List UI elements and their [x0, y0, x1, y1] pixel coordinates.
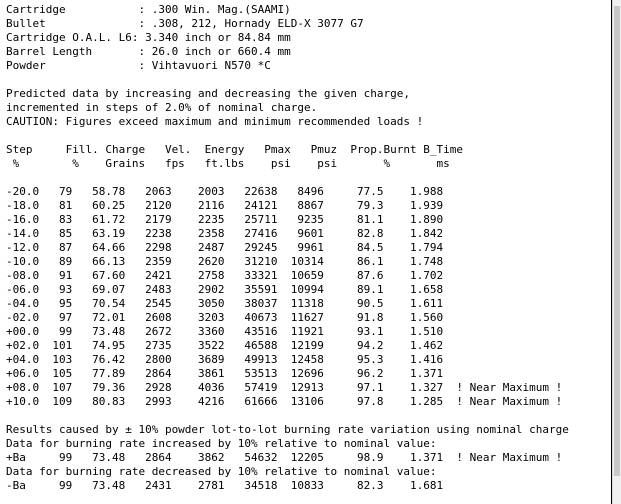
blank-line: [6, 171, 612, 185]
table-row: -16.0 83 61.72 2179 2235 25711 9235 81.1 1.890: [6, 213, 444, 226]
table-row: +10.0 109 80.83 2993 4216 61666 13106 97.8 1.285 ! Near Maximum !: [6, 395, 563, 408]
table-row: -14.0 85 63.19 2238 2358 27416 9601 82.8 1.842: [6, 227, 444, 240]
variation-increase-label: Data for burning rate increased by 10% relative to nominal value:: [6, 437, 437, 450]
vertical-scrollbar[interactable]: [612, 0, 621, 504]
table-row: +08.0 107 79.36 2928 4036 57419 12913 97.1 1.327 ! Near Maximum !: [6, 381, 563, 394]
header-barrel-length: Barrel Length : 26.0 inch or 660.4 mm: [6, 45, 291, 58]
header-powder: Powder : Vihtavuori N570 *C: [6, 59, 271, 72]
table-header: Step Fill. Charge Vel. Energy Pmax Pmuz Prop.Burnt B_Time: [6, 143, 463, 156]
variation-increase-row: +Ba 99 73.48 2864 3862 54632 12205 98.9 1.371 ! Near Maximum !: [6, 451, 563, 464]
blank-line: [6, 409, 612, 423]
caution-line: CAUTION: Figures exceed maximum and minimum recommended loads !: [6, 115, 424, 128]
header-cartridge: Cartridge : .300 Win. Mag.(SAAMI): [6, 3, 291, 16]
variation-decrease-row: -Ba 99 73.48 2431 2781 34518 10833 82.3 1.681: [6, 479, 444, 492]
table-row: +06.0 105 77.89 2864 3861 53513 12696 96.2 1.371: [6, 367, 444, 380]
table-row: +02.0 101 74.95 2735 3522 46588 12199 94.2 1.462: [6, 339, 444, 352]
blank-line: [6, 129, 612, 143]
note-line: incremented in steps of 2.0% of nominal charge.: [6, 101, 318, 114]
table-row: -02.0 97 72.01 2608 3203 40673 11627 91.8 1.560: [6, 311, 444, 324]
table-row: +04.0 103 76.42 2800 3689 49913 12458 95.3 1.416: [6, 353, 444, 366]
table-row: -06.0 93 69.07 2483 2902 35591 10994 89.1 1.658: [6, 283, 444, 296]
variation-decrease-label: Data for burning rate decreased by 10% relative to nominal value:: [6, 465, 437, 478]
table-row: +00.0 99 73.48 2672 3360 43516 11921 93.1 1.510: [6, 325, 444, 338]
table-row: -08.0 91 67.60 2421 2758 33321 10659 87.6 1.702: [6, 269, 444, 282]
table-row: -10.0 89 66.13 2359 2620 31210 10314 86.1 1.748: [6, 255, 444, 268]
header-oal: Cartridge O.A.L. L6: 3.340 inch or 84.84 mm: [6, 31, 291, 44]
blank-line: [6, 73, 612, 87]
table-units: % % Grains fps ft.lbs psi psi % ms: [6, 157, 450, 170]
variation-title: Results caused by ± 10% powder lot-to-lot burning rate variation using nominal charge: [6, 423, 569, 436]
note-line: Predicted data by increasing and decreasing the given charge,: [6, 87, 410, 100]
table-row: -04.0 95 70.54 2545 3050 38037 11318 90.5 1.611: [6, 297, 444, 310]
table-row: -20.0 79 58.78 2063 2003 22638 8496 77.5 1.988: [6, 185, 444, 198]
table-row: -12.0 87 64.66 2298 2487 29245 9961 84.5 1.794: [6, 241, 444, 254]
scrollbar-thumb[interactable]: [614, 6, 620, 476]
header-bullet: Bullet : .308, 212, Hornady ELD-X 3077 G7: [6, 17, 364, 30]
table-row: -18.0 81 60.25 2120 2116 24121 8867 79.3 1.939: [6, 199, 444, 212]
